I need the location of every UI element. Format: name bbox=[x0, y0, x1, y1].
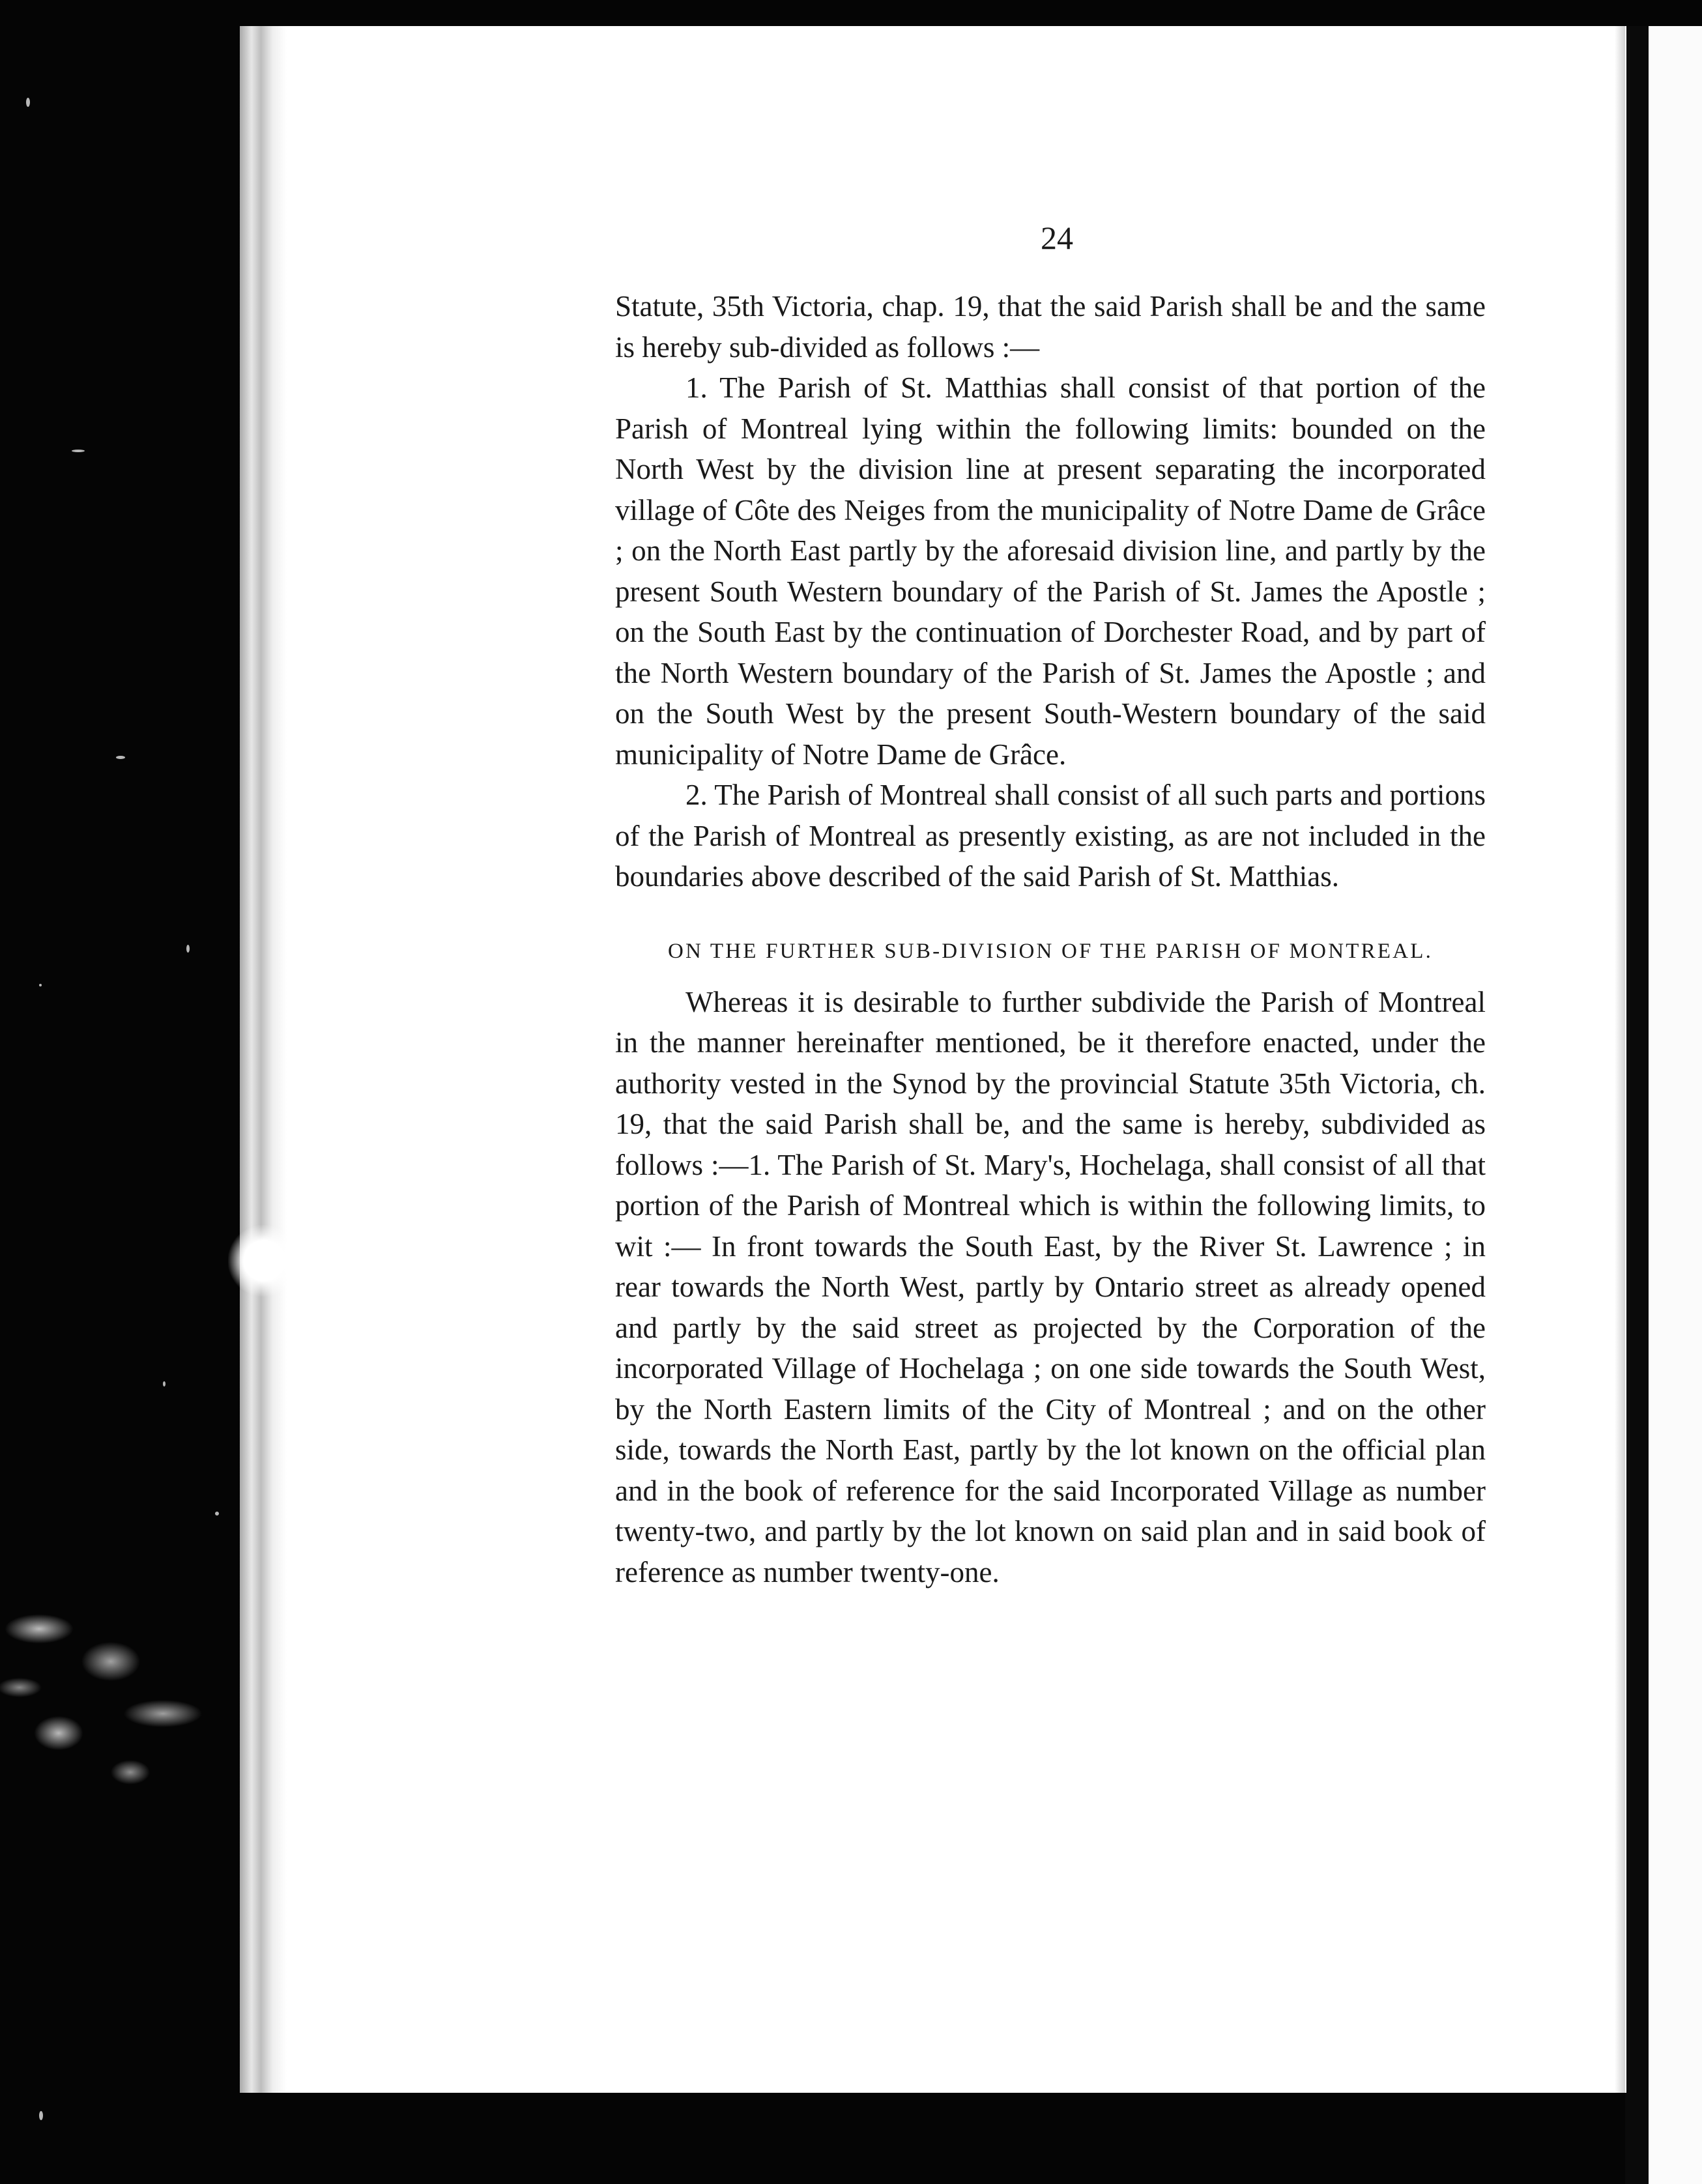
scan-debris bbox=[0, 1590, 215, 1805]
facing-page-edge bbox=[1649, 26, 1702, 2184]
scan-speck bbox=[163, 1381, 166, 1387]
item-2-paragraph: 2. The Parish of Montreal shall consist of all such parts and portions of the Parish of Montreal as presently existing, as are not included in the boundaries above described of the said Parish of St. Matthias. bbox=[615, 779, 1486, 893]
binding-glare bbox=[228, 1225, 300, 1297]
scan-speck bbox=[39, 984, 42, 986]
section-heading: ON THE FURTHER SUB-DIVISION OF THE PARISH OF MONTREAL. bbox=[667, 939, 1434, 963]
gutter-shadow bbox=[1625, 26, 1649, 2184]
page-right-edge bbox=[1615, 26, 1625, 2093]
page-text bbox=[615, 217, 1486, 1592]
scan-speck bbox=[39, 2111, 43, 2120]
scan-speck bbox=[72, 450, 85, 452]
intro-paragraph: Statute, 35th Victoria, chap. 19, that the said Parish shall be and the same is hereby sub-divided as follows :— bbox=[615, 290, 1486, 364]
section-body-paragraph: Whereas it is desirable to further subdivide the Parish of Montreal in the manner hereinafter mentioned, be it therefore enacted, under the authority vested in the Synod by the provincial Statute 35th Victoria, ch. 19, that the said Parish shall be, and the same is hereby, subdivided as follows :—1. The Parish of St. Mary's, Hochelaga, shall consist of all that portion of the Parish of Montreal which is within the following limits, to wit :— In front towards the South East, by the River St. Lawrence ; in rear towards the North West, partly by Ontario street as already opened and partly by the said street as projected by the Corporation of the incorporated Village of Hochelaga ; on one side towards the South West, by the North Eastern limits of the City of Montreal ; and on the other side, towards the North East, partly by the lot known on the official plan and in the book of reference for the said Incorporated Village as number twenty-two, and partly by the lot known on said plan and in said book of reference as number twenty-one. bbox=[615, 985, 1486, 1588]
scan-speck bbox=[215, 1512, 219, 1516]
page-binding-edge bbox=[240, 26, 287, 2093]
item-1-paragraph: 1. The Parish of St. Matthias shall consist of that portion of the Parish of Montreal lying within the following limits: bounded on the North West by the division line at present separating the incorporated village of Côte des Neiges from the municipality of Notre Dame de Grâce ; on the North East partly by the aforesaid division line, and partly by the present South Western boundary of the Parish of St. James the Apostle ; on the South East by the continuation of Dorchester Road, and by part of the North Western boundary of the Parish of St. James the Apostle ; and on the South West by the present South-Western boundary of the said municipality of Notre Dame de Grâce. bbox=[615, 371, 1486, 771]
scan-speck bbox=[26, 98, 30, 107]
page-number: 24 bbox=[1041, 220, 1073, 256]
scan-speck bbox=[116, 756, 125, 759]
scan-speck bbox=[186, 945, 190, 953]
